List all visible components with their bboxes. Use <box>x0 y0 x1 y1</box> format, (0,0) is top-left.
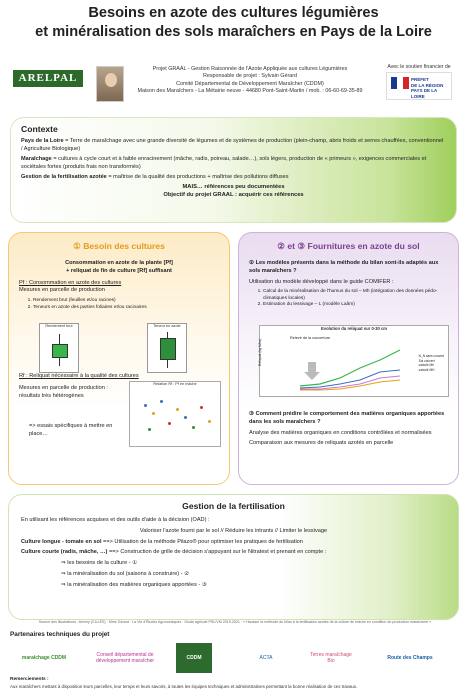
question-3: ③ Comment prédire le comportement des matières organiques apportées dans les sols maraîchers ? <box>249 411 445 425</box>
project-info-line-2: Responsable de projet : Sylvain Gérard <box>202 73 298 80</box>
gestion-line-6: ⇒ la minéralisation du sol (saisons à construire) - ② <box>61 570 190 577</box>
project-info-line-1: Projet GRAAL - Gestion Raisonnée de l'Azote Appliquée aux cultures Légumières <box>152 66 348 72</box>
besoin-cultures-title: ① Besoin des cultures <box>73 241 165 251</box>
question-3-block <box>249 411 449 448</box>
scatter-point <box>148 428 151 431</box>
arelpal-logo: ARELPAL <box>13 70 83 87</box>
besoin-line-1: Consommation en azote de la plante [Pf] <box>65 260 173 266</box>
credits: Source des illustrations : Arrivey (CILLÈS) · Mme Gérard · La Vie d'Études Agronomiques · Guide agricole PSL/VM 2019-2021 · « Hausser la méthode du bilan à la fertilisation azotée de la culture de mâche en condition de production maraîchère » <box>38 620 432 624</box>
question-2: ② Les modèles présents dans la méthode du bilan sont-ils adaptés aux sols maraîchers ? <box>249 260 439 274</box>
support-label: Avec le soutien financier de <box>387 64 451 70</box>
arrow-down-icon <box>304 362 320 380</box>
boxplot-rendement-box <box>52 344 68 358</box>
title-line-1: Besoins en azote des cultures légumières <box>88 5 379 21</box>
legend-item: calculé MH <box>418 367 435 372</box>
pf-title: Pf : Consommation en azote des cultures <box>19 279 122 286</box>
gestion-line-5: ⇒ les besoins de la culture - ① <box>61 560 138 567</box>
besoin-cultures-panel <box>8 232 230 485</box>
gestion-line-3 <box>21 539 446 547</box>
line-chart-legend <box>419 354 444 372</box>
pf-text: Mesures en parcelle de production <box>19 287 105 294</box>
contexte-term-3: Gestion de la fertilisation azotée <box>21 174 107 180</box>
legend-item: calculé Mh <box>418 363 434 368</box>
project-lead-photo <box>96 66 124 102</box>
scatter-point <box>168 422 171 425</box>
prefet-line-1: PRÉFET <box>411 77 429 82</box>
q2-item-2: 2. Estimation du lessivage – L (modèle Laâm) <box>263 302 448 308</box>
legend-item: Sol couvert <box>418 358 435 363</box>
line-chart-ylabel: Reliquat (kg N/ha) <box>258 338 262 366</box>
fournitures-sol-panel <box>238 232 459 485</box>
line-chart-annotation: Relevé de la couverture <box>290 336 331 340</box>
contexte-paragraph-3 <box>21 173 446 181</box>
remerciements-label: Remerciements : <box>10 677 49 682</box>
partner-logo-route-champs: Route des Champs <box>387 655 433 661</box>
poster-title <box>0 4 467 42</box>
boxplot-rendement-title: Rendement brut <box>45 324 73 328</box>
contexte-text-1: = Terre de maraîchage avec une grande diversité de légumes et de systèmes de production (plein-champ, abris froids et serres chauffées, conventionnel / Agriculture Biologique) <box>21 138 444 152</box>
partner-logo-cddm: CDDM <box>176 643 212 673</box>
boxplot-teneur-title: Teneur en azote <box>153 324 181 328</box>
pf-item-2: 2. Teneurs en azote des parties foliaires et/ou racinaires <box>33 305 219 311</box>
contexte-paragraph-2 <box>21 155 446 171</box>
legend-item: N_N sans couvert <box>418 354 444 358</box>
contexte-mais: MAIS… références peu documentées <box>182 184 285 190</box>
french-flag-icon <box>391 77 409 89</box>
partner-logo-acta: ACTA <box>259 655 273 661</box>
gestion-text-3: ==> Utilisation de la méthode Pilazo® pour optimiser les pratiques de fertilisation <box>101 538 303 545</box>
scatter-point <box>144 404 147 407</box>
gestion-fertilisation-section <box>8 494 459 620</box>
gestion-line-4 <box>21 549 446 557</box>
contexte-section <box>10 117 457 223</box>
project-info-line-4: Maison des Maraîchers - La Métairie neuve - 44680 Pont-Saint-Martin / mob. : 06-60-69-35-89 <box>137 88 363 95</box>
prefet-logo <box>386 72 452 100</box>
rf-title: Rf : Reliquat nécessaire à la qualité des cultures <box>19 373 139 379</box>
pf-item-1: 1. Rendement brut (feuilles et/ou racines) <box>33 298 219 304</box>
scatter-point <box>176 408 179 411</box>
prefet-line-3: PAYS DE LA LOIRE <box>411 88 438 99</box>
prefet-text <box>411 77 451 99</box>
scatter-point <box>160 400 163 403</box>
line-chart-svg <box>270 334 420 394</box>
rf-text-2: => essais spécifiques à mettre en place… <box>29 423 113 437</box>
gestion-line-2: Valoriser l'azote fourni par le sol // Réduire les intrants // Limiter le lessivage <box>139 527 328 534</box>
gestion-text-4: ==> Construction de grille de décision s'appuyant sur le Nitratest et prenant en compte : <box>107 549 327 556</box>
gestion-line-1: En utilisant les références acquises et des outils d'aide à la décision (OAD) : <box>21 517 210 523</box>
partner-logo-maraichage: maraîchage CDDM <box>21 655 67 661</box>
fournitures-sol-title: ② et ③ Fournitures en azote du sol <box>277 241 420 251</box>
question-3-text-2: Comparaison aux mesures de reliquats azotés en parcelle <box>249 440 394 447</box>
contexte-paragraph-1 <box>21 137 446 153</box>
boxplot-teneur-box <box>160 338 176 360</box>
boxplot-teneur <box>147 323 187 373</box>
question-3-text-1: Analyse des matières organiques en conditions contrôlées et normalisées <box>249 429 432 436</box>
contexte-term-1: Pays de la Loire <box>21 138 64 144</box>
project-info-line-3: Comité Départemental de Développement Maraîcher (CDDM) <box>176 80 324 87</box>
question-2-list <box>249 289 448 308</box>
line-chart-title: Evolution du reliquat sur 0-30 cm <box>320 326 388 331</box>
project-info <box>130 66 370 96</box>
contexte-objective: Objectif du projet GRAAL : acquérir ces références <box>163 192 304 198</box>
scatter-point <box>200 406 203 409</box>
rf-text-1: Mesures en parcelle de production : résultats très hétérogènes <box>19 385 108 399</box>
reliquat-line-chart <box>259 325 449 397</box>
gestion-term-3: Culture longue - tomate en sol <box>21 538 102 545</box>
scatter-rf-pf <box>129 381 221 447</box>
partner-logo-bio: Terres maraîchage Bio <box>310 652 352 664</box>
pf-list <box>19 298 219 311</box>
scatter-point <box>208 420 211 423</box>
q2-item-1: 1. Calcul de la minéralisation de l'humus du sol – Mh (intégration des données pédo-climatiques locales) <box>263 289 448 302</box>
contexte-text-3: = maîtrise de la qualité des productions + maîtrise des pollutions diffuses <box>106 174 289 180</box>
contexte-heading: Contexte <box>21 124 58 134</box>
gestion-heading: Gestion de la fertilisation <box>182 501 285 511</box>
gestion-term-4: Culture courte (radis, mâche, …) <box>21 549 108 556</box>
gestion-line-7: ⇒ la minéralisation des matières organiques apportées - ③ <box>61 581 207 588</box>
boxplot-rendement <box>39 323 79 373</box>
remerciements-text: Aux maraîchers mettant à disposition leurs parcelles, leur temps et leurs savoirs, à toutes les équipes techniques et administratives permettant la bonne réalisation de ces travaux. <box>10 684 358 689</box>
partner-logo-conseil: Conseil départemental de développement maraîcher <box>95 652 155 664</box>
title-line-2: et minéralisation des sols maraîchers en Pays de la Loire <box>35 24 432 40</box>
contexte-text-2: = cultures à cycle court et à faible enracinement (mâche, radis, poireau, salade…), sols légers, production de « primeurs », exigences commerciales et sociétales fortes (produits frais non transformés) <box>21 156 427 170</box>
scatter-title: Relation Rf : Pf en mâche <box>153 382 197 386</box>
besoin-line-2: + reliquat de fin de culture [Rf] suffisant <box>66 267 172 274</box>
question-2-text: Utilisation du modèle développé dans le guide COMIFER : <box>249 278 394 285</box>
scatter-point <box>192 426 195 429</box>
partners-label: Partenaires techniques du projet <box>10 631 110 638</box>
scatter-point <box>184 416 187 419</box>
contexte-term-2: Maraîchage <box>21 156 52 162</box>
scatter-point <box>152 412 155 415</box>
prefet-line-2: DE LA RÉGION <box>411 82 444 88</box>
